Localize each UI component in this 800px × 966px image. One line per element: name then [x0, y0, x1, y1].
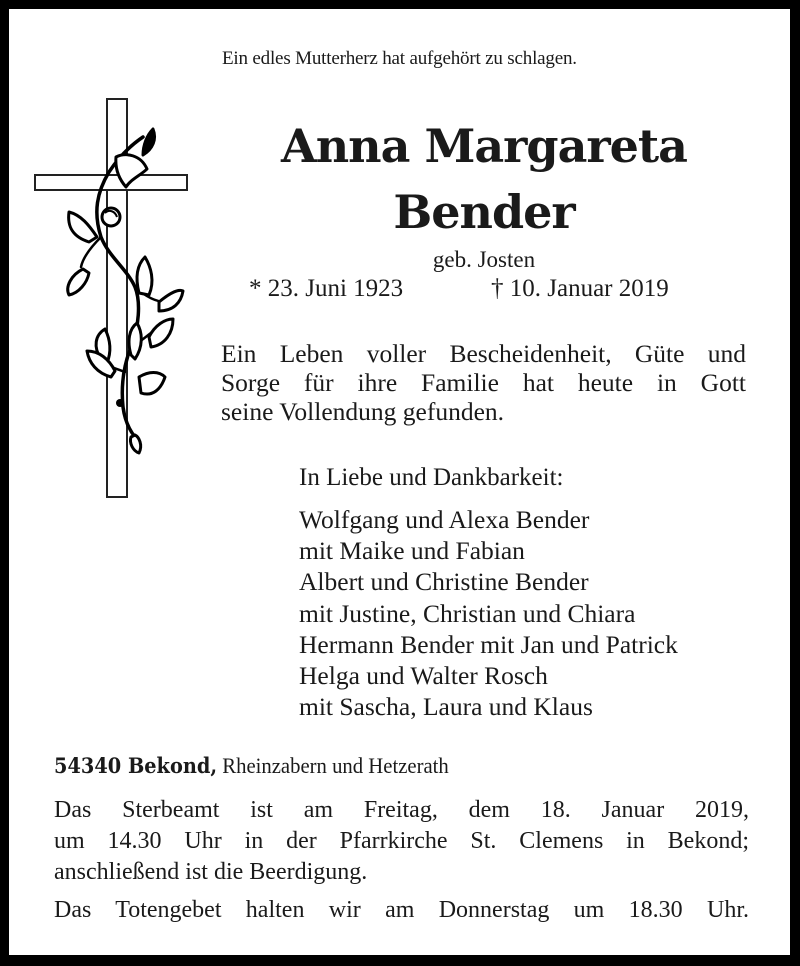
maiden-name: geb. Josten: [432, 247, 536, 272]
obituary-notice: [9, 9, 790, 955]
service-info: [54, 795, 749, 888]
location-town: 54340 Bekond,: [54, 753, 218, 778]
cross-with-rose-vine-icon: [31, 97, 201, 509]
location-other-towns: Rheinzabern und Hetzerath: [217, 753, 449, 778]
tribute-text: [221, 339, 746, 426]
location-line: [54, 753, 449, 779]
prayer-info: Das Totengebet halten wir am Donnerstag um 18.30 Uhr.: [54, 897, 749, 923]
motto-line: Ein edles Mutterherz hat aufgehört zu schlagen.: [222, 49, 577, 69]
mourner-line: Wolfgang und Alexa Bender: [299, 505, 590, 534]
deceased-first-names: Anna Margareta: [281, 119, 687, 173]
tribute-line: seine Vollendung gefunden.: [221, 397, 505, 426]
mourner-line: mit Justine, Christian und Chiara: [299, 598, 636, 628]
mourner-line: mit Maike und Fabian: [299, 536, 525, 566]
service-line: anschließend ist die Beerdigung.: [54, 859, 368, 885]
death-date: † 10. Januar 2019: [491, 275, 669, 302]
mourners-heading: In Liebe und Dankbarkeit:: [299, 464, 564, 491]
mourner-line: Albert und Christine Bender: [299, 567, 589, 597]
mourner-line: Hermann Bender mit Jan und Patrick: [299, 629, 678, 659]
tribute-line: Ein Leben voller Bescheidenheit, Güte und: [221, 339, 746, 368]
mourners-list: [299, 504, 678, 722]
mourner-line: mit Sascha, Laura und Klaus: [299, 692, 593, 722]
service-line: um 14.30 Uhr in der Pfarrkirche St. Clemens in Bekond;: [54, 828, 749, 854]
deceased-surname: Bender: [393, 185, 575, 239]
mourner-line: Helga und Walter Rosch: [299, 661, 548, 691]
tribute-line: Sorge für ihre Familie hat heute in Gott: [221, 368, 746, 397]
birth-date: * 23. Juni 1923: [249, 275, 404, 302]
service-line: Das Sterbeamt ist am Freitag, dem 18. Januar 2019,: [54, 797, 749, 823]
